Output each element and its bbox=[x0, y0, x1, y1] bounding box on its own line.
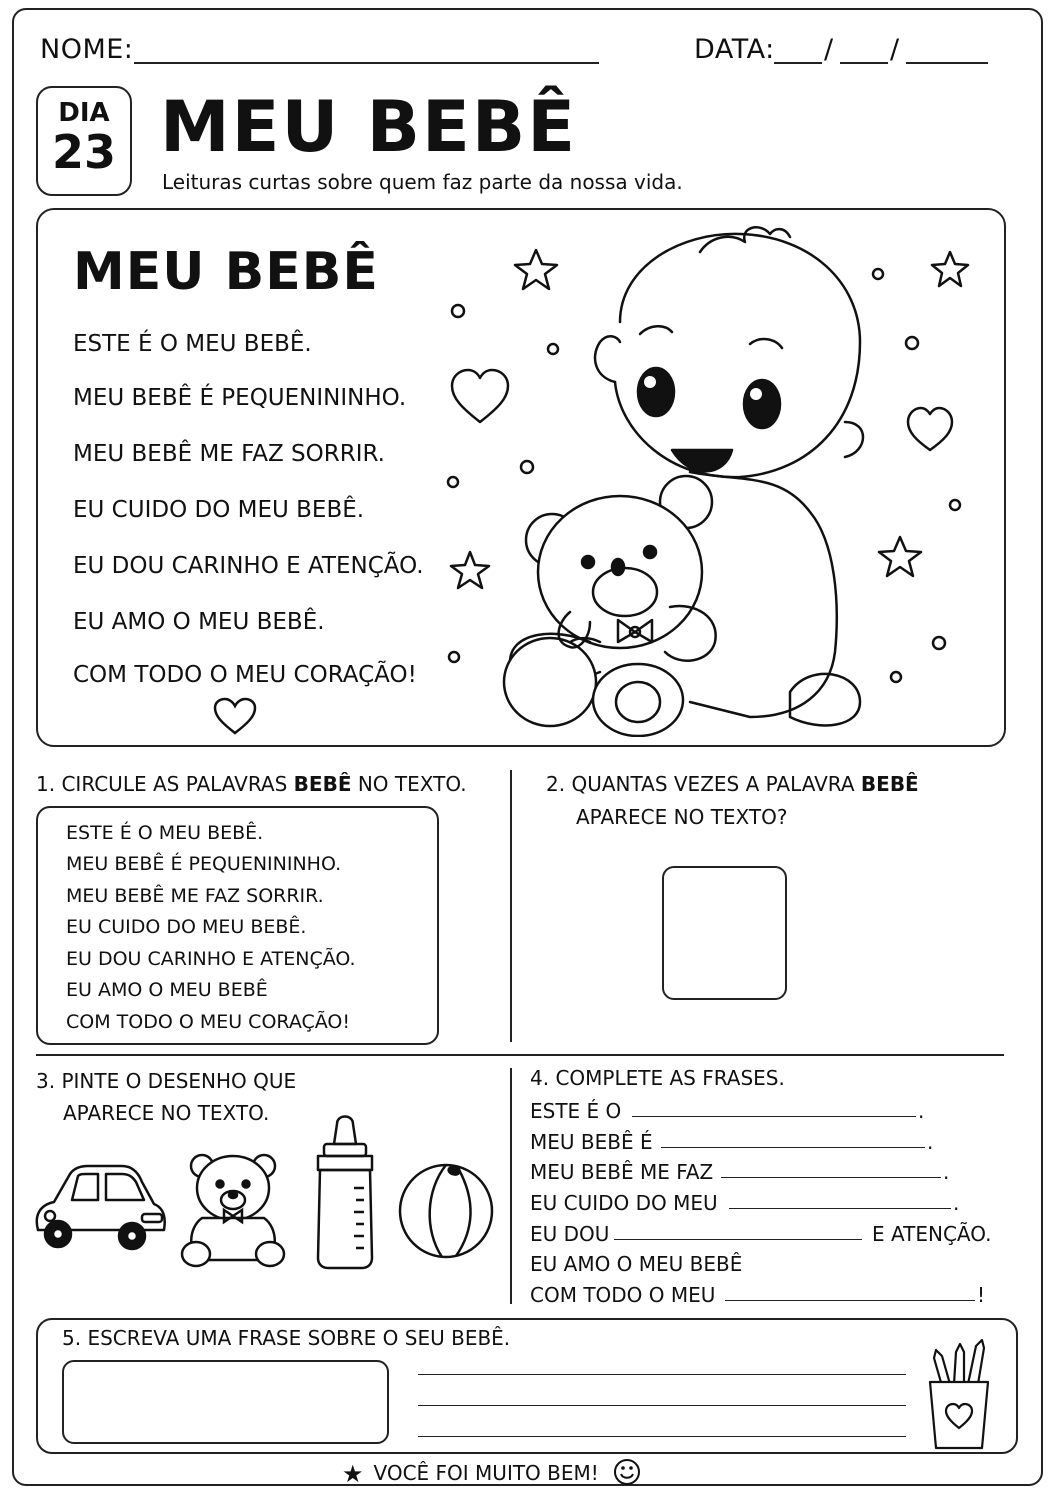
footer bbox=[342, 1458, 641, 1488]
story-line: MEU BEBÊ É PEQUENININHO. bbox=[73, 385, 407, 411]
date-month-line[interactable] bbox=[840, 62, 888, 64]
q2-answer-box[interactable] bbox=[662, 866, 787, 1000]
q5-write-line-3[interactable] bbox=[418, 1436, 906, 1437]
q4-sentence-7: COM TODO O MEU bbox=[530, 1283, 716, 1307]
ball-icon[interactable] bbox=[396, 1160, 496, 1262]
pencil-cup-icon bbox=[924, 1336, 996, 1452]
q1-line[interactable]: MEU BEBÊ É PEQUENININHO. bbox=[66, 853, 342, 875]
story-line: ESTE É O MEU BEBÊ. bbox=[73, 331, 312, 357]
q5-write-line-2[interactable] bbox=[418, 1405, 906, 1406]
q5-text: ESCREVA UMA FRASE SOBRE O SEU BEBÊ. bbox=[87, 1326, 511, 1350]
q4-sentence-4: EU CUIDO DO MEU bbox=[530, 1191, 718, 1215]
q1-line[interactable]: ESTE É O MEU BEBÊ. bbox=[66, 822, 264, 844]
q4-dot-4: . bbox=[953, 1191, 960, 1215]
q5-write-line-1[interactable] bbox=[418, 1374, 906, 1375]
q4-sentence-5a: EU DOU bbox=[530, 1222, 610, 1246]
q5-number: 5. bbox=[62, 1326, 82, 1350]
q3-line2: APARECE NO TEXTO. bbox=[63, 1101, 270, 1125]
q3-prompt bbox=[36, 1069, 296, 1093]
q1-line[interactable]: EU DOU CARINHO E ATENÇÃO. bbox=[66, 948, 356, 970]
story-line: EU AMO O MEU BEBÊ. bbox=[73, 609, 325, 635]
q1-text-after: NO TEXTO. bbox=[351, 772, 467, 796]
smiley-icon bbox=[613, 1458, 641, 1486]
q1-prompt bbox=[36, 772, 467, 796]
q4-title-text: COMPLETE AS FRASES. bbox=[555, 1066, 785, 1090]
date-day-line[interactable] bbox=[774, 62, 822, 64]
date-sep-1: / bbox=[824, 34, 834, 65]
name-line[interactable] bbox=[134, 62, 599, 64]
car-icon[interactable] bbox=[32, 1160, 168, 1260]
q4-number: 4. bbox=[530, 1066, 550, 1090]
story-line: MEU BEBÊ ME FAZ SORRIR. bbox=[73, 441, 385, 467]
q4-blank-1[interactable] bbox=[632, 1116, 916, 1117]
q5-drawing-box[interactable] bbox=[62, 1360, 389, 1444]
q2-prompt-line2: APARECE NO TEXTO? bbox=[576, 805, 788, 829]
q2-prompt bbox=[546, 772, 919, 796]
q2-text-before: QUANTAS VEZES A PALAVRA bbox=[571, 772, 861, 796]
story-line: EU DOU CARINHO E ATENÇÃO. bbox=[73, 553, 424, 579]
heart-icon bbox=[212, 697, 258, 737]
story-line: COM TODO O MEU CORAÇÃO! bbox=[73, 662, 417, 688]
q3-line1: PINTE O DESENHO QUE bbox=[61, 1069, 297, 1093]
q4-dot-1: . bbox=[918, 1099, 925, 1123]
horizontal-divider bbox=[36, 1054, 1004, 1056]
q3-number: 3. bbox=[36, 1069, 56, 1093]
name-label: NOME: bbox=[40, 34, 134, 65]
story-title: MEU BEBÊ bbox=[73, 242, 379, 302]
q2-bold-word: BEBÊ bbox=[860, 772, 919, 796]
q1-line[interactable]: COM TODO O MEU CORAÇÃO! bbox=[66, 1011, 350, 1033]
q4-sentence-6: EU AMO O MEU BEBÊ bbox=[530, 1252, 743, 1276]
day-number: 23 bbox=[51, 125, 116, 179]
q1-text-before: CIRCULE AS PALAVRAS bbox=[61, 772, 294, 796]
page-title: MEU BEBÊ bbox=[160, 86, 578, 168]
day-badge bbox=[36, 86, 132, 196]
q4-dot-2: . bbox=[927, 1130, 934, 1154]
q4-sentence-2: MEU BEBÊ É bbox=[530, 1130, 653, 1154]
baby-bottle-icon[interactable] bbox=[310, 1108, 380, 1270]
q4-sentence-3: MEU BEBÊ ME FAZ bbox=[530, 1160, 714, 1184]
q4-blank-3[interactable] bbox=[721, 1177, 941, 1178]
q1-number: 1. bbox=[36, 772, 56, 796]
day-label: DIA bbox=[58, 98, 110, 128]
q5-prompt bbox=[62, 1326, 510, 1350]
star-icon: ★ bbox=[342, 1460, 364, 1488]
q1-line[interactable]: MEU BEBÊ ME FAZ SORRIR. bbox=[66, 885, 324, 907]
q1-line[interactable]: EU AMO O MEU BEBÊ bbox=[66, 979, 268, 1001]
vertical-divider-bottom bbox=[510, 1068, 512, 1304]
q4-blank-2[interactable] bbox=[661, 1147, 925, 1148]
q1-line[interactable]: EU CUIDO DO MEU BEBÊ. bbox=[66, 916, 307, 938]
teddy-bear-icon[interactable] bbox=[180, 1148, 286, 1270]
date-sep-2: / bbox=[890, 34, 900, 65]
footer-text: VOCÊ FOI MUITO BEM! bbox=[373, 1461, 599, 1485]
page-subtitle: Leituras curtas sobre quem faz parte da nossa vida. bbox=[162, 170, 683, 194]
story-line: EU CUIDO DO MEU BEBÊ. bbox=[73, 497, 365, 523]
q4-blank-5[interactable] bbox=[614, 1239, 862, 1240]
q2-number: 2. bbox=[546, 772, 566, 796]
q4-dot-3: . bbox=[943, 1160, 950, 1184]
date-year-line[interactable] bbox=[906, 62, 988, 64]
vertical-divider-top bbox=[510, 770, 512, 1042]
q4-sentence-5b: E ATENÇÃO. bbox=[872, 1222, 992, 1246]
q1-bold-word: BEBÊ bbox=[293, 772, 352, 796]
baby-with-teddy-illustration bbox=[440, 222, 980, 737]
q4-exclamation: ! bbox=[977, 1283, 986, 1307]
q4-blank-4[interactable] bbox=[729, 1208, 951, 1209]
q4-sentence-1: ESTE É O bbox=[530, 1099, 622, 1123]
q4-blank-7[interactable] bbox=[725, 1300, 975, 1301]
q4-title bbox=[530, 1066, 785, 1090]
date-label: DATA: bbox=[694, 34, 775, 65]
